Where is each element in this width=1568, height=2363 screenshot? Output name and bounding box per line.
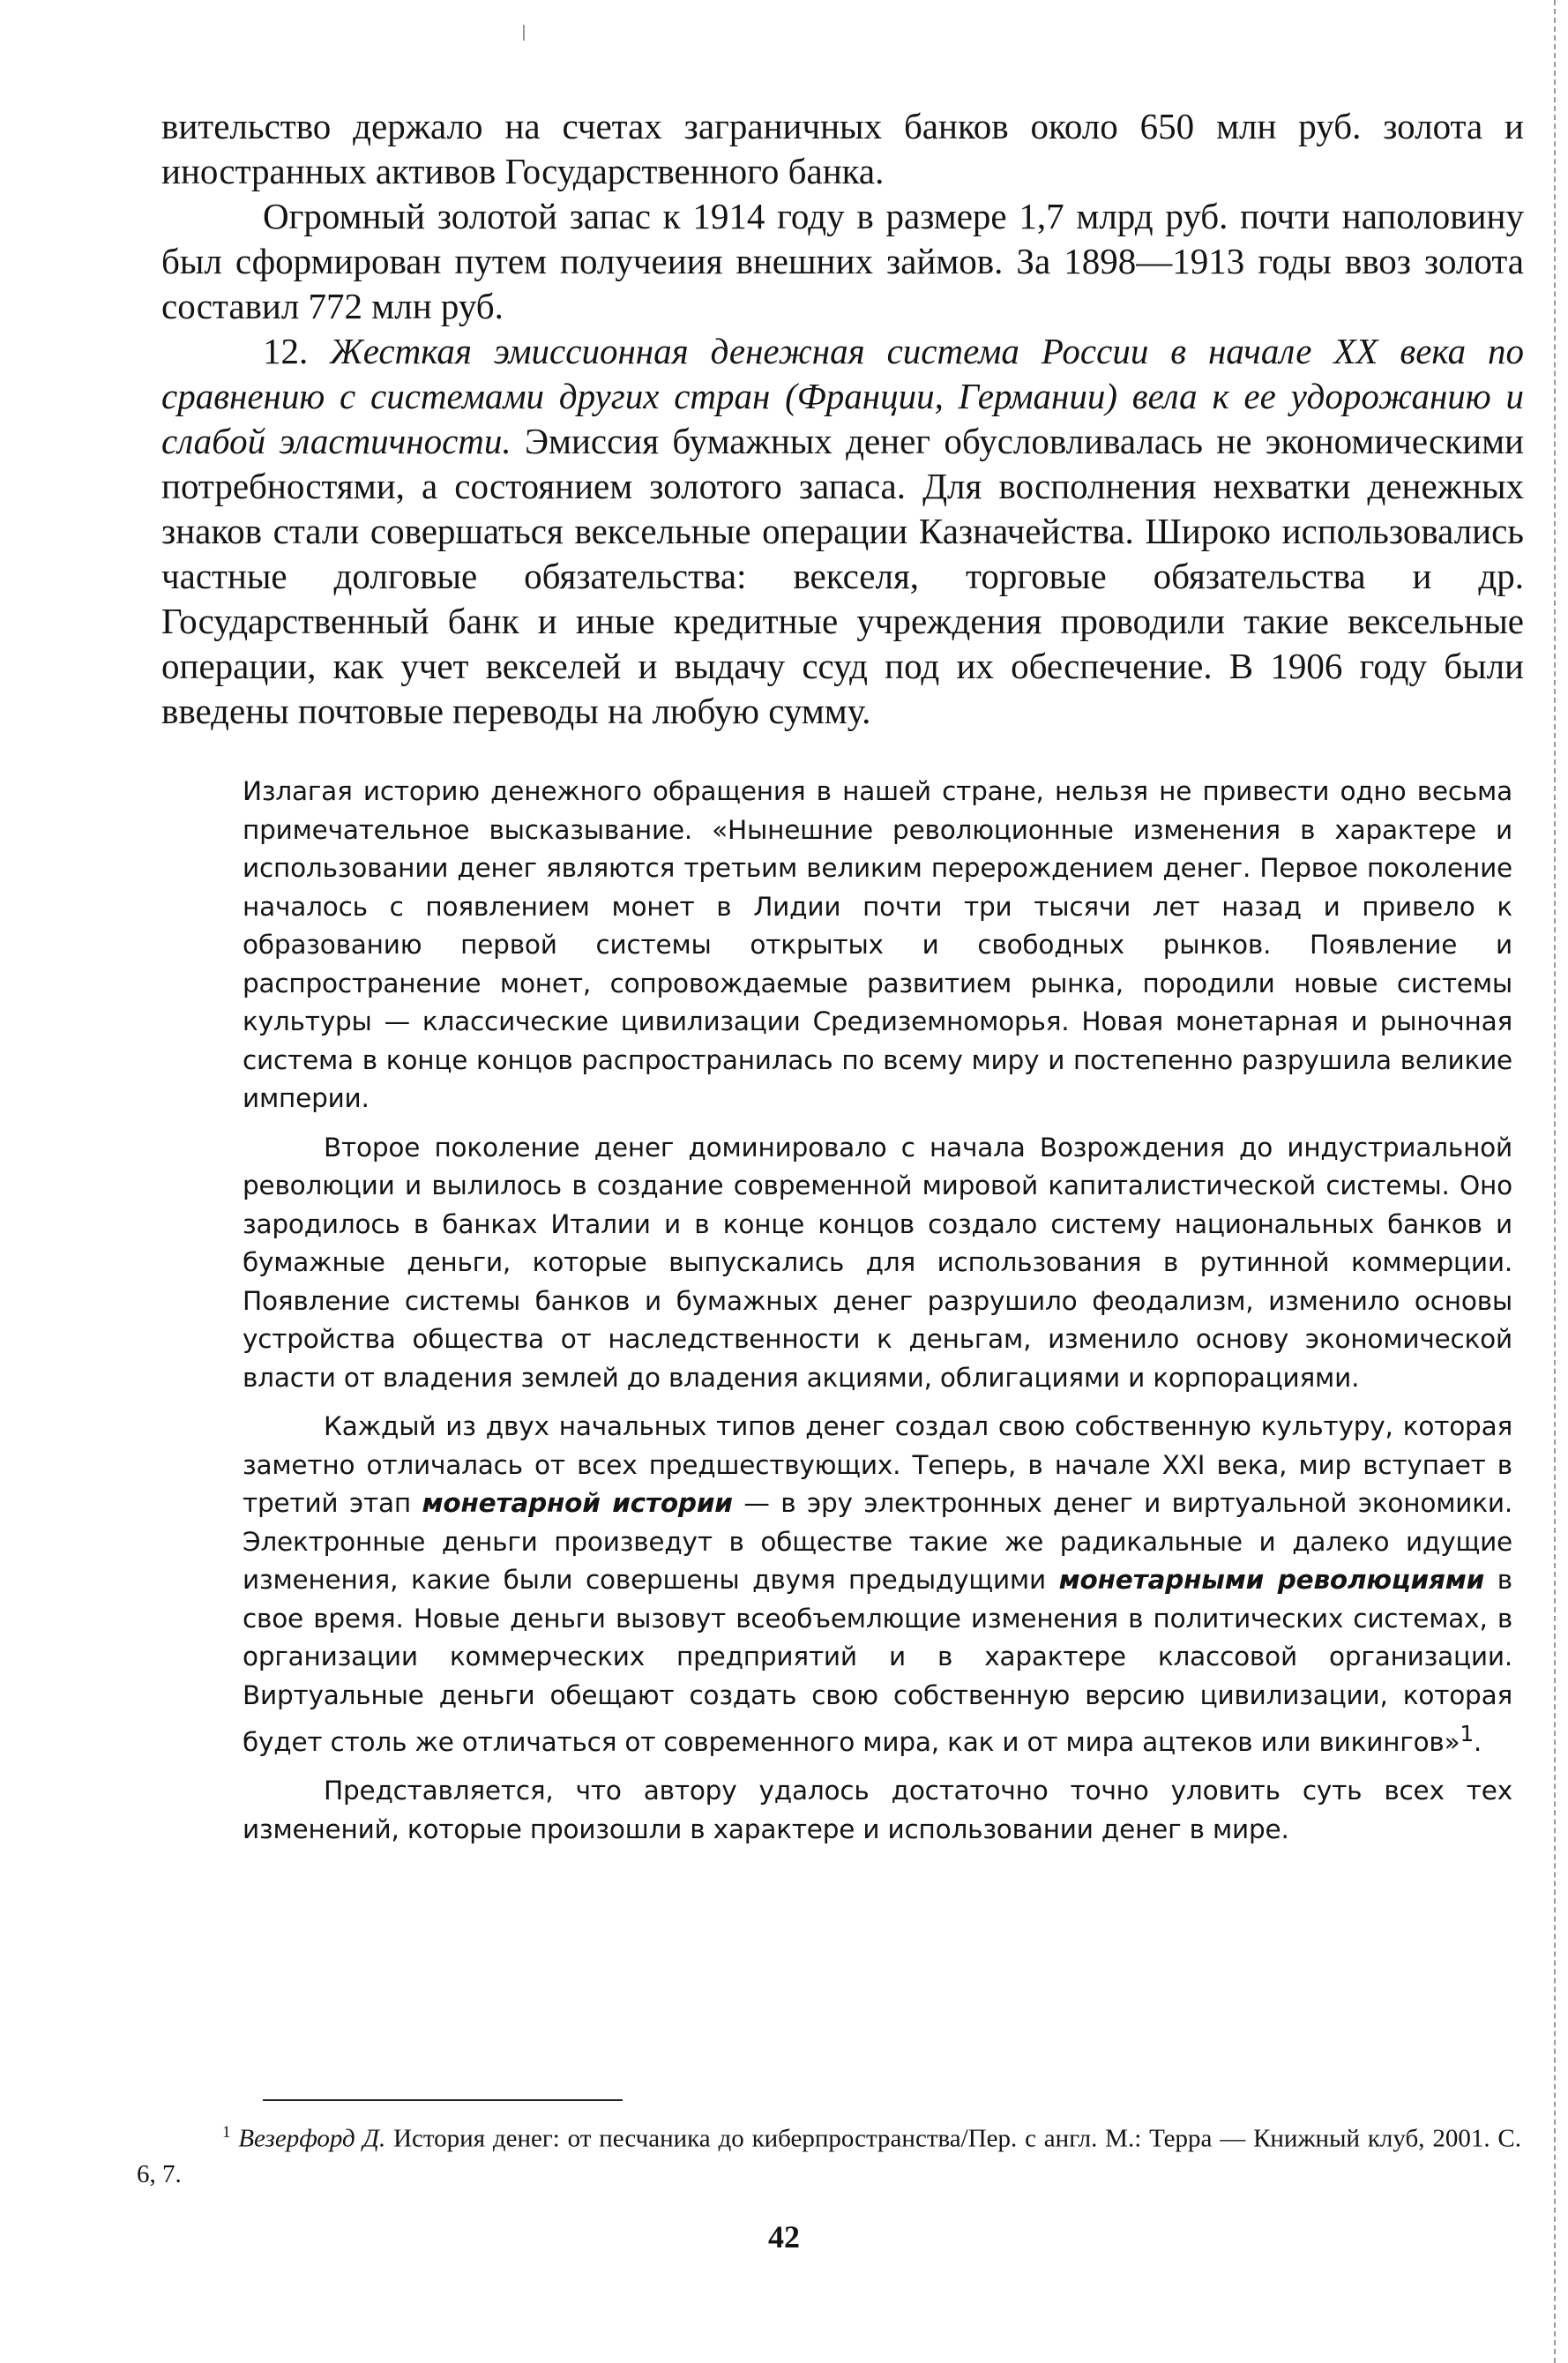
- page-number: 42: [768, 2219, 800, 2255]
- quote-block: [243, 773, 1512, 1859]
- scan-edge-mark: [1554, 0, 1556, 2363]
- quote-paragraph-4: Представляется, что автору удалось достаточно точно уловить суть всех тех изменений, которые произошли в характере и использовании денег в мире.: [243, 1776, 1512, 1844]
- quote-text-segment: Каждый из двух начальных типов денег создал свою собственную культуру, которая заметно отличалась от всех предшествующих. Теперь, в начале XXI века, мир вступает в третий этап: [243, 1411, 1512, 1518]
- paragraph-number: 12.: [263, 331, 309, 371]
- quote-paragraph-3: [243, 1408, 1512, 1761]
- footnote-reference[interactable]: 1: [1460, 1721, 1474, 1746]
- quote-text-segment: — в эру электронных денег и виртуальной экономики. Электронные деньги произведут в обществе такие же радикальные и далеко идущие изменения, какие были совершены двумя предыдущими: [243, 1488, 1513, 1595]
- paragraph-italic-thesis: Жесткая эмиссионная денежная система России в начале XX века по сравнению с системами других стран (Франции, Германии) вела к ее удорожанию и слабой эластичности.: [161, 331, 1525, 461]
- footnote-divider: [263, 2099, 623, 2101]
- main-paragraph-1: вительство держало на счетах заграничных банков около 650 млн руб. золота и иностранных активов Государственного банка.: [161, 106, 1524, 191]
- scan-tick-mark: [523, 25, 525, 41]
- paragraph-body: Эмиссия бумажных денег обусловливалась не экономическими потребностями, а состоянием золотого запаса. Для восполнения нехватки денежных знаков стали совершаться вексельные операции Казначейства. Широко использовались частные долговые обязательства: векселя, торговые обязательства и др. Государственный банк и иные кредитные учреждения проводили такие вексельные операции, как учет векселей и выдачу ссуд под их обеспечение. В 1906 году были введены почтовые переводы на любую сумму.: [161, 421, 1524, 731]
- main-paragraph-3: [161, 329, 1524, 734]
- quote-text-segment: в свое время. Новые деньги вызовут всеобъемлющие изменения в политических системах, в организации коммерческих предприятий и в характере классовой организации. Виртуальные деньги обещают создать свою собственную версию цивилизации, которая будет столь же отличаться от современного мира, как и от мира ацтеков или викингов»: [243, 1565, 1512, 1757]
- emphasis-monetary-history: монетарной истории: [422, 1488, 733, 1518]
- footnote: [137, 2115, 1521, 2192]
- quote-text-segment: .: [1473, 1726, 1482, 1757]
- emphasis-monetary-revolutions: монетарными революциями: [1058, 1565, 1485, 1595]
- quote-paragraph-1: Излагая историю денежного обращения в нашей стране, нельзя не привести одно весьма примечательное высказывание. «Нынешние революционные изменения в характере и использовании денег являются третьим великим перерождением денег. Первое поколение началось с появлением монет в Лидии почти три тысячи лет назад и привело к образованию первой системы открытых и свободных рынков. Появление и распространение монет, сопровождаемые развитием рынка, породили новые системы культуры — классические цивилизации Средиземноморья. Новая монетарная и рыночная система в конце концов распространилась по всему миру и постепенно разрушила великие империи.: [243, 776, 1512, 1113]
- quote-paragraph-2: Второе поколение денег доминировало с начала Возрождения до индустриальной революции и вылилось в создание современной мировой капиталистической системы. Оно зародилось в банках Италии и в конце концов создало систему национальных банков и бумажные деньги, которые выпускались для использования в рутинной коммерции. Появление системы банков и бумажных денег разрушило феодализм, изменило основы устройства общества от наследственности к деньгам, изменило основу экономической власти от владения землей до владения акциями, облигациями и корпорациями.: [243, 1132, 1512, 1393]
- footnote-author: Везерфорд Д.: [238, 2124, 386, 2153]
- main-text-block: [161, 104, 1524, 734]
- footnote-marker: 1: [222, 2123, 231, 2142]
- footnote-text: История денег: от песчаника до киберпространства/Пер. с англ. М.: Терра — Книжный клуб, 2001. С. 6, 7.: [137, 2124, 1521, 2188]
- main-paragraph-2: Огромный золотой запас к 1914 году в размере 1,7 млрд руб. почти наполовину был сформирован путем получеиия внешних займов. За 1898—1913 годы ввоз золота составил 772 млн руб.: [161, 196, 1524, 326]
